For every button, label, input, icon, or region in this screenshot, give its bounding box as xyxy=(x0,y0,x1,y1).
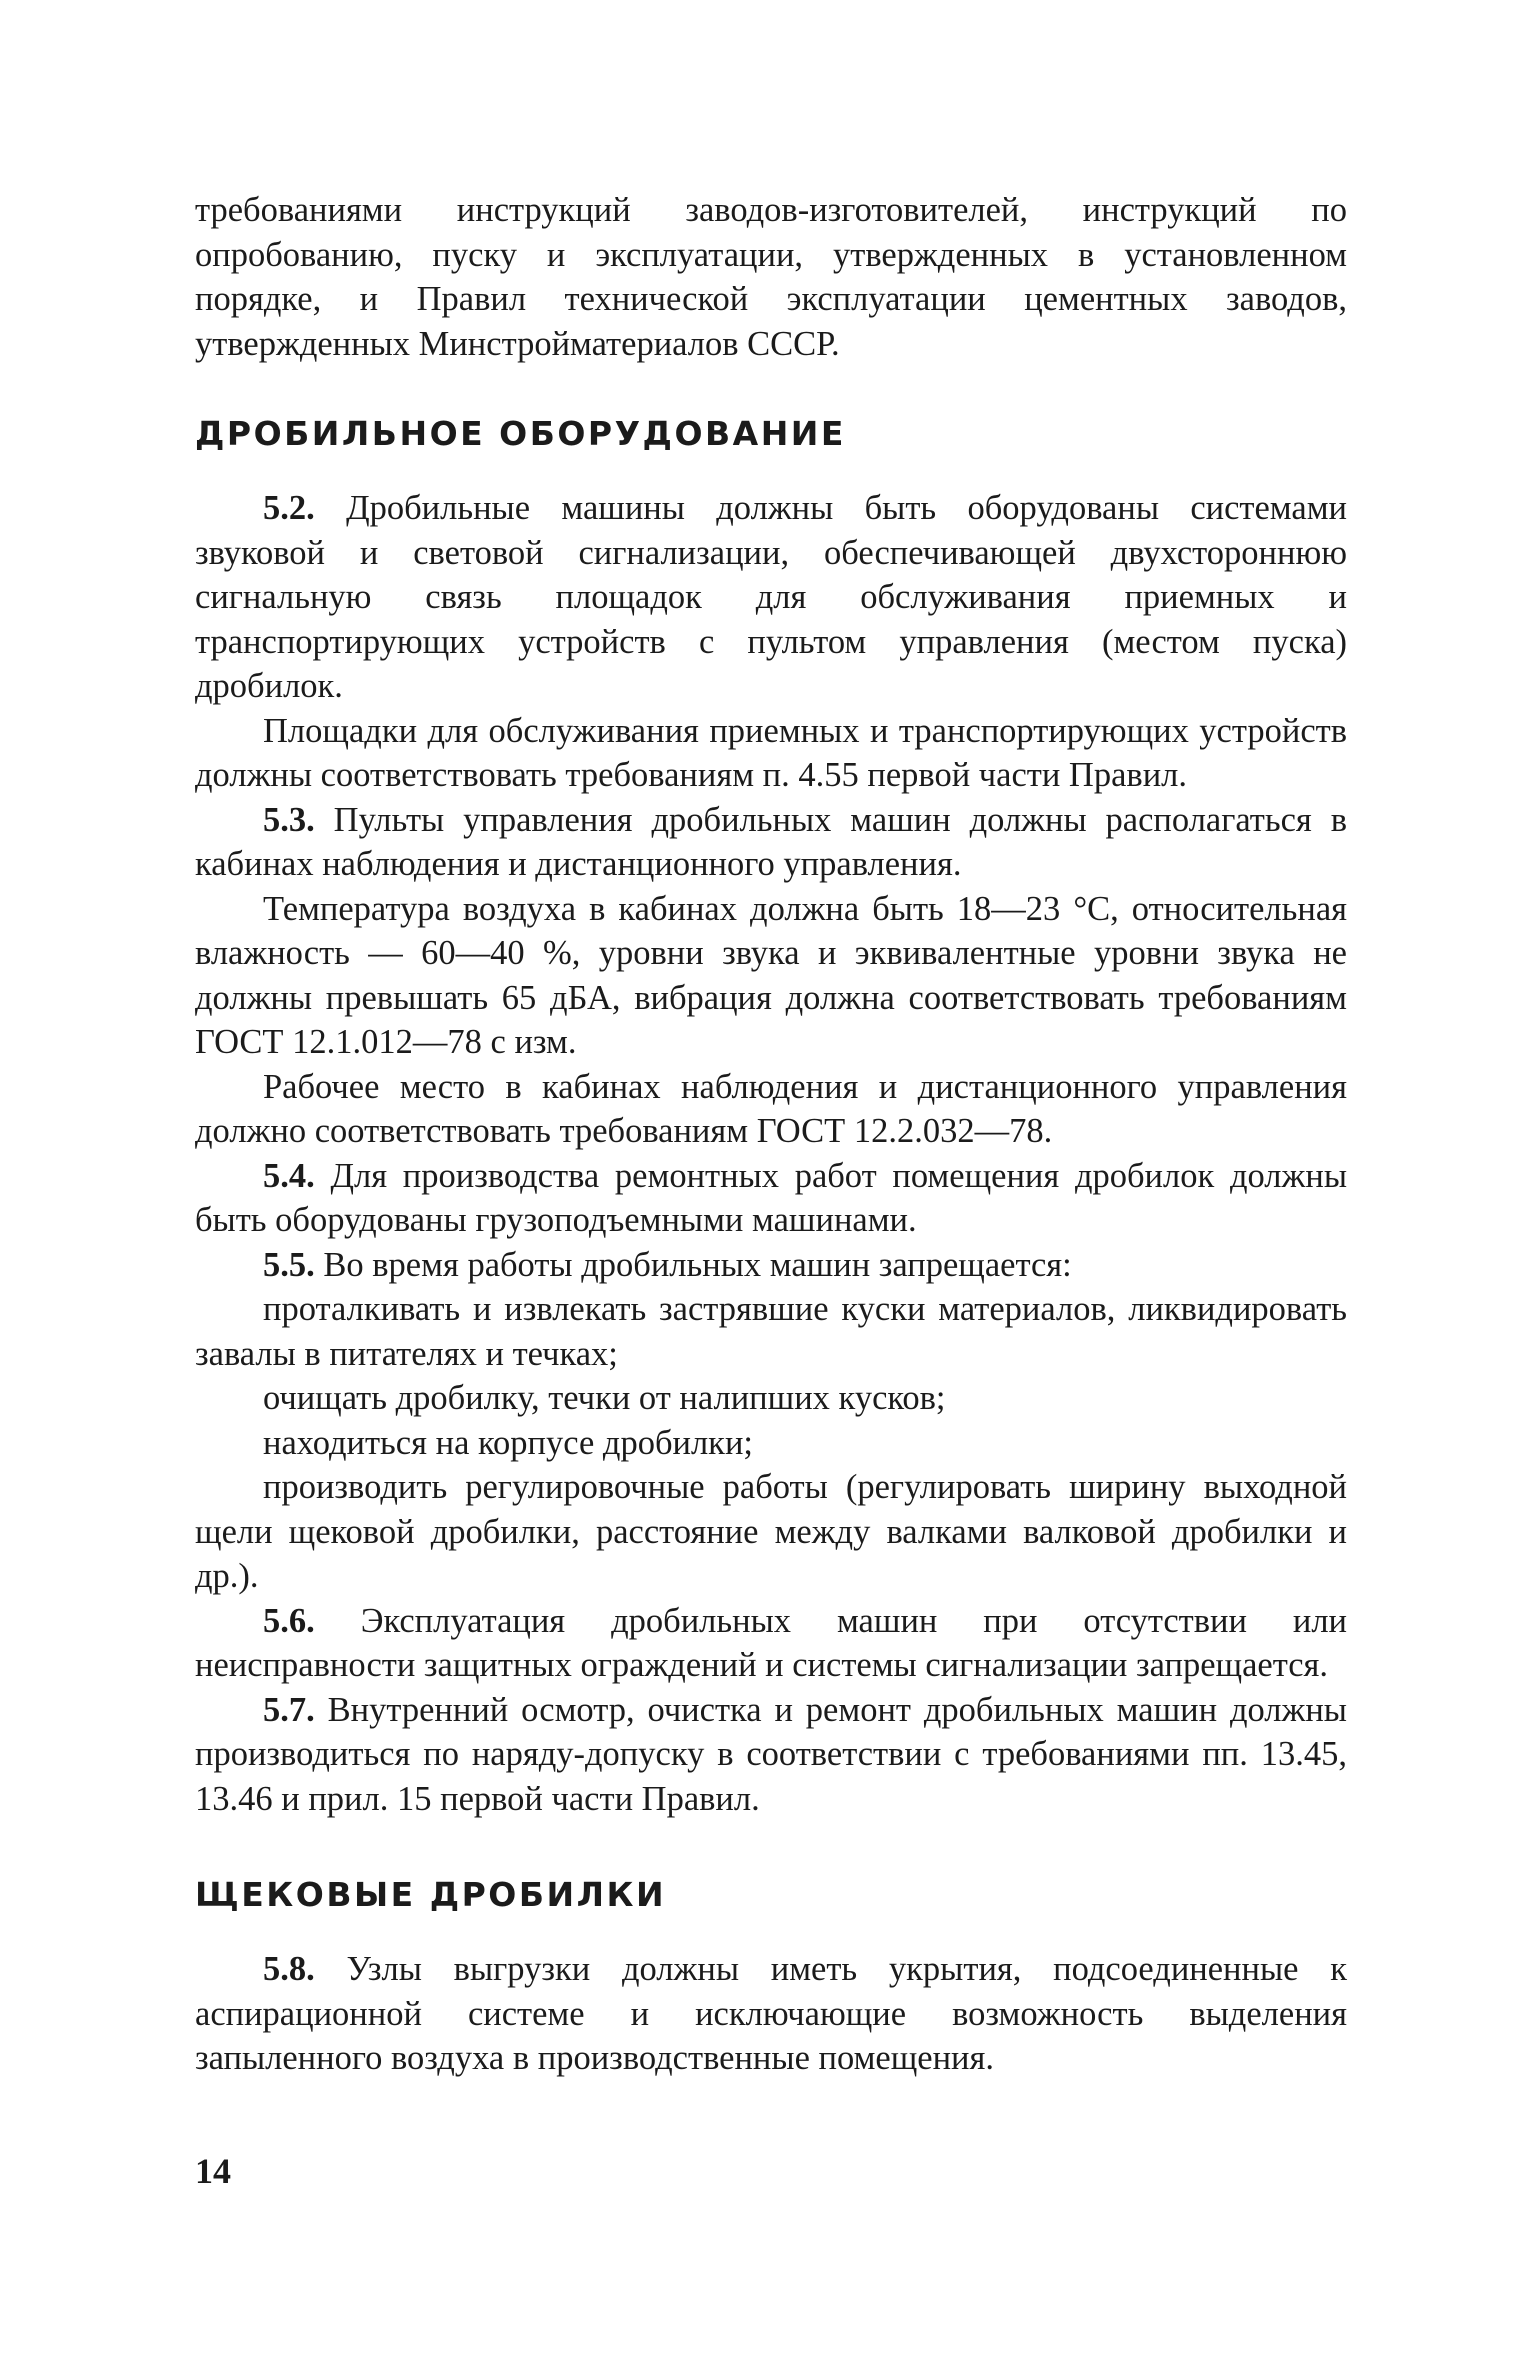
list-item xyxy=(195,1287,1347,1376)
intro-paragraph: требованиями инструкций заводов-изготовителей, инструкций по опробованию, пуску и эксплуатации, утвержденных в установленном порядке, и Правил технической эксплуатации цементных заводов, утвержденных Минстройматериалов СССР. xyxy=(195,191,1347,363)
paragraph-5-3 xyxy=(195,798,1347,887)
paragraph-5-6 xyxy=(195,1599,1347,1688)
paragraph xyxy=(195,709,1347,798)
paragraph-text: Дробильные машины должны быть оборудованы системами звуковой и световой сигнализации, обеспечивающей двухстороннюю сигнальную связь площадок для обслуживания приемных и транспортирующих устройств с пультом управления (местом пуска) дробилок. xyxy=(195,489,1347,705)
section-body-crushing-equipment xyxy=(195,486,1347,1821)
document-page xyxy=(195,188,1347,2081)
paragraph-text: Температура воздуха в кабинах должна быть 18—23 °С, относительная влажность — 60—40 %, уровни звука и эквивалентные уровни звука не должны превышать 65 дБА, вибрация должна соответствовать требованиям ГОСТ 12.1.012—78 с изм. xyxy=(195,889,1347,1061)
paragraph-5-4 xyxy=(195,1154,1347,1243)
clause-number: 5.5. xyxy=(263,1245,315,1284)
paragraph-text: Рабочее место в кабинах наблюдения и дистанционного управления должно соответствовать требованиям ГОСТ 12.2.032—78. xyxy=(195,1067,1347,1150)
section-body-jaw-crushers xyxy=(195,1947,1347,2081)
paragraph-text: Внутренний осмотр, очистка и ремонт дробильных машин должны производиться по наряду-допуску в соответствии с требованиями пп. 13.45, 13.46 и прил. 15 первой части Правил. xyxy=(195,1690,1347,1818)
clause-number: 5.7. xyxy=(263,1690,315,1729)
paragraph-text: Эксплуатация дробильных машин при отсутствии или неисправности защитных ограждений и системы сигнализации запрещается. xyxy=(195,1601,1347,1684)
page-number: 14 xyxy=(195,2151,231,2191)
paragraph-5-7 xyxy=(195,1688,1347,1822)
paragraph-5-5 xyxy=(195,1243,1347,1288)
paragraph-text: Пульты управления дробильных машин должны располагаться в кабинах наблюдения и дистанционного управления. xyxy=(195,800,1347,883)
paragraph xyxy=(195,1065,1347,1154)
paragraph-text: находиться на корпусе дробилки; xyxy=(263,1423,753,1462)
paragraph-text: Узлы выгрузки должны иметь укрытия, подсоединенные к аспирационной системе и исключающие возможность выделения запыленного воздуха в производственные помещения. xyxy=(195,1950,1347,2077)
paragraph-text: проталкивать и извлекать застрявшие куски материалов, ликвидировать завалы в питателях и течках; xyxy=(195,1290,1347,1373)
paragraph-5-2 xyxy=(195,486,1347,709)
clause-number: 5.2. xyxy=(263,489,315,527)
paragraph-text: Во время работы дробильных машин запрещается: xyxy=(314,1245,1072,1284)
section-heading-jaw-crushers: ЩЕКОВЫЕ ДРОБИЛКИ xyxy=(195,1875,667,1914)
paragraph-text: производить регулировочные работы (регулировать ширину выходной щели щековой дробилки, расстояние между валками валковой дробилки и др.). xyxy=(195,1468,1347,1595)
list-item xyxy=(195,1376,1347,1421)
clause-number: 5.3. xyxy=(263,800,315,839)
paragraph-5-8 xyxy=(195,1947,1347,2081)
clause-number: 5.8. xyxy=(263,1950,315,1988)
paragraph-text: Для производства ремонтных работ помещения дробилок должны быть оборудованы грузоподъемными машинами. xyxy=(195,1156,1347,1239)
paragraph xyxy=(195,887,1347,1065)
clause-number: 5.4. xyxy=(263,1156,315,1195)
clause-number: 5.6. xyxy=(263,1601,315,1640)
list-item xyxy=(195,1421,1347,1466)
paragraph-text: Площадки для обслуживания приемных и транспортирующих устройств должны соответствовать требованиям п. 4.55 первой части Правил. xyxy=(195,711,1347,794)
paragraph-text: очищать дробилку, течки от налипших кусков; xyxy=(263,1379,946,1417)
list-item xyxy=(195,1465,1347,1599)
section-heading-crushing-equipment: ДРОБИЛЬНОЕ ОБОРУДОВАНИЕ xyxy=(195,414,846,453)
